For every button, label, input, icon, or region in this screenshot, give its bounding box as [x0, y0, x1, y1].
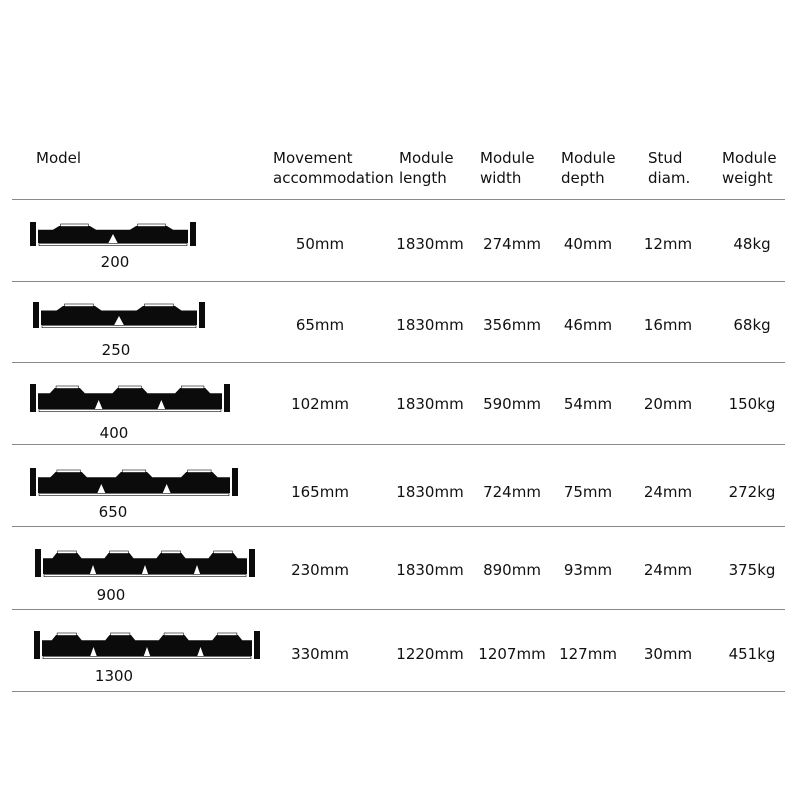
header-length	[399, 148, 454, 188]
header-weight	[722, 148, 777, 188]
header-length-line2: length	[399, 169, 447, 187]
weight-cell: 48kg	[733, 235, 771, 253]
model-label: 900	[96, 586, 126, 604]
length-cell: 1830mm	[396, 395, 464, 413]
width-cell: 724mm	[483, 483, 541, 501]
width-cell: 274mm	[483, 235, 541, 253]
length-cell: 1830mm	[396, 316, 464, 334]
movement-cell: 50mm	[295, 235, 345, 253]
seal-profile-drawing	[34, 629, 260, 665]
row-divider	[12, 281, 785, 282]
header-width-line2: width	[480, 169, 522, 187]
length-cell: 1830mm	[396, 561, 464, 579]
stud-cell: 30mm	[643, 645, 693, 663]
length-cell: 1830mm	[396, 235, 464, 253]
weight-cell: 150kg	[728, 395, 776, 413]
model-label: 250	[101, 341, 131, 359]
seal-profile-drawing	[30, 382, 230, 418]
stud-cell: 24mm	[643, 483, 693, 501]
width-cell: 890mm	[483, 561, 541, 579]
header-width	[480, 148, 535, 188]
depth-cell: 127mm	[559, 645, 617, 663]
weight-cell: 272kg	[728, 483, 776, 501]
header-stud	[648, 148, 690, 188]
model-label: 400	[99, 424, 129, 442]
stud-cell: 16mm	[643, 316, 693, 334]
header-width-line1: Module	[480, 149, 535, 167]
table-bottom-divider	[12, 691, 785, 692]
movement-cell: 230mm	[291, 561, 349, 579]
header-model-line1: Model	[36, 149, 82, 167]
header-movement-line1: Movement	[273, 149, 353, 167]
width-cell: 1207mm	[478, 645, 546, 663]
row-divider	[12, 444, 785, 445]
width-cell: 356mm	[483, 316, 541, 334]
weight-cell: 451kg	[728, 645, 776, 663]
header-movement-line2: accommodation	[273, 169, 394, 187]
header-model	[36, 148, 81, 168]
length-cell: 1220mm	[396, 645, 464, 663]
model-label: 200	[100, 253, 130, 271]
movement-cell: 102mm	[291, 395, 349, 413]
seal-profile-drawing	[30, 220, 196, 252]
header-weight-line1: Module	[722, 149, 777, 167]
length-cell: 1830mm	[396, 483, 464, 501]
model-label: 650	[98, 503, 128, 521]
movement-cell: 330mm	[291, 645, 349, 663]
header-weight-line2: weight	[722, 169, 773, 187]
model-label: 1300	[94, 667, 134, 685]
header-depth	[561, 148, 616, 188]
header-length-line1: Module	[399, 149, 454, 167]
header-stud-line1: Stud	[648, 149, 683, 167]
seal-profile-drawing	[35, 547, 255, 583]
stud-cell: 20mm	[643, 395, 693, 413]
stud-cell: 24mm	[643, 561, 693, 579]
header-stud-line2: diam.	[648, 169, 691, 187]
header-divider	[12, 199, 785, 200]
width-cell: 590mm	[483, 395, 541, 413]
weight-cell: 375kg	[728, 561, 776, 579]
row-divider	[12, 362, 785, 363]
movement-cell: 65mm	[295, 316, 345, 334]
row-divider	[12, 526, 785, 527]
movement-cell: 165mm	[291, 483, 349, 501]
header-movement	[273, 148, 394, 188]
stud-cell: 12mm	[643, 235, 693, 253]
depth-cell: 46mm	[563, 316, 613, 334]
depth-cell: 93mm	[563, 561, 613, 579]
header-depth-line2: depth	[561, 169, 605, 187]
row-divider	[12, 609, 785, 610]
seal-profile-drawing	[33, 300, 205, 334]
depth-cell: 54mm	[563, 395, 613, 413]
header-depth-line1: Module	[561, 149, 616, 167]
weight-cell: 68kg	[733, 316, 771, 334]
seal-profile-drawing	[30, 466, 238, 502]
depth-cell: 75mm	[563, 483, 613, 501]
depth-cell: 40mm	[563, 235, 613, 253]
